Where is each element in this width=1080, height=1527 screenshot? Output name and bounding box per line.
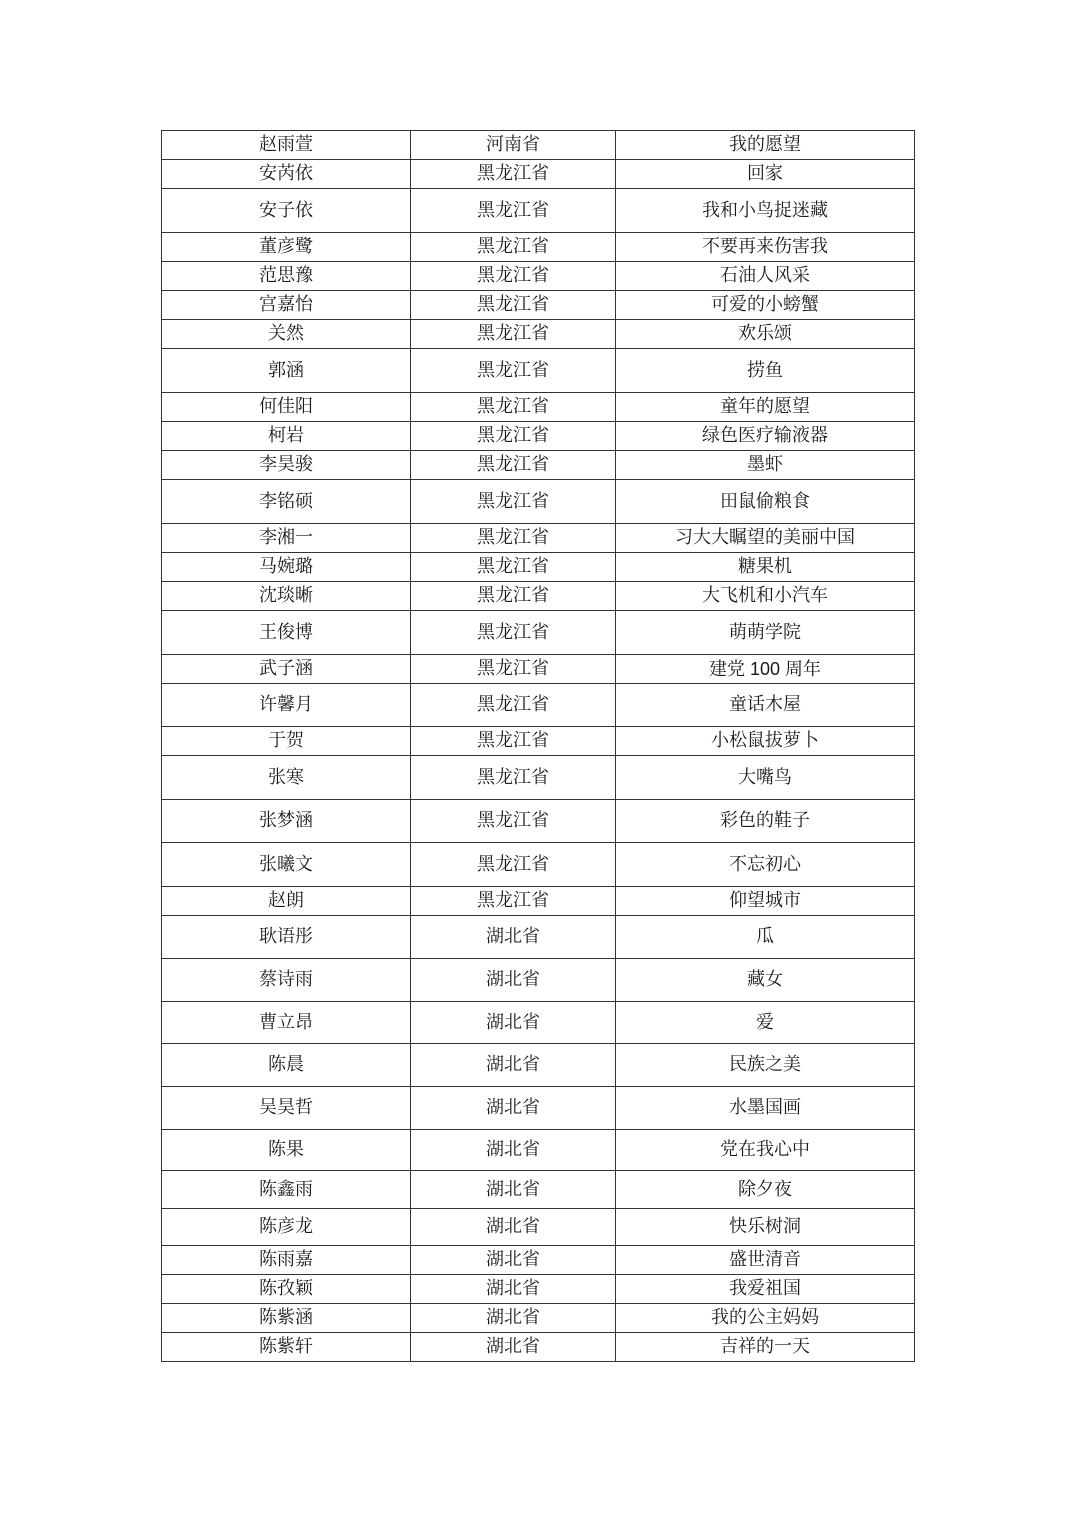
work-title-cell: 小松鼠拔萝卜 <box>616 727 915 756</box>
province-cell: 湖北省 <box>411 1130 616 1171</box>
province-cell: 黑龙江省 <box>411 262 616 291</box>
table-row <box>162 582 915 611</box>
table-row <box>162 320 915 349</box>
province-cell: 湖北省 <box>411 1246 616 1275</box>
name-cell: 陈孜颖 <box>162 1275 411 1304</box>
name-cell: 李昊骏 <box>162 451 411 480</box>
name-cell: 曹立昂 <box>162 1002 411 1044</box>
table-row <box>162 959 915 1002</box>
work-title-cell: 习大大瞩望的美丽中国 <box>616 524 915 553</box>
table-row <box>162 1275 915 1304</box>
work-title-cell: 绿色医疗输液器 <box>616 422 915 451</box>
work-title-cell: 回家 <box>616 160 915 189</box>
province-cell: 黑龙江省 <box>411 684 616 727</box>
province-cell: 黑龙江省 <box>411 553 616 582</box>
name-cell: 陈晨 <box>162 1044 411 1087</box>
name-cell: 关然 <box>162 320 411 349</box>
table-row <box>162 1087 915 1130</box>
province-cell: 黑龙江省 <box>411 655 616 684</box>
province-cell: 湖北省 <box>411 1171 616 1209</box>
table-row <box>162 131 915 160</box>
table-row <box>162 800 915 843</box>
table-row <box>162 1304 915 1333</box>
table-row <box>162 655 915 684</box>
work-title-cell: 童话木屋 <box>616 684 915 727</box>
work-title-cell: 萌萌学院 <box>616 611 915 655</box>
name-cell: 蔡诗雨 <box>162 959 411 1002</box>
table-row <box>162 1246 915 1275</box>
name-cell: 赵朗 <box>162 887 411 916</box>
province-cell: 黑龙江省 <box>411 582 616 611</box>
province-cell: 河南省 <box>411 131 616 160</box>
table-row <box>162 233 915 262</box>
name-cell: 李湘一 <box>162 524 411 553</box>
province-cell: 湖北省 <box>411 959 616 1002</box>
name-cell: 沈琰晰 <box>162 582 411 611</box>
name-cell: 范思豫 <box>162 262 411 291</box>
work-title-cell: 我爱祖国 <box>616 1275 915 1304</box>
table-row <box>162 189 915 233</box>
province-cell: 湖北省 <box>411 1087 616 1130</box>
name-cell: 武子涵 <box>162 655 411 684</box>
work-title-cell: 捞鱼 <box>616 349 915 393</box>
name-cell: 董彦鹭 <box>162 233 411 262</box>
work-title-cell: 不要再来伤害我 <box>616 233 915 262</box>
name-cell: 陈紫涵 <box>162 1304 411 1333</box>
table-row <box>162 843 915 887</box>
work-title-cell: 我和小鸟捉迷藏 <box>616 189 915 233</box>
province-cell: 黑龙江省 <box>411 189 616 233</box>
table-row <box>162 1171 915 1209</box>
province-cell: 湖北省 <box>411 1209 616 1246</box>
table-row <box>162 524 915 553</box>
name-cell: 张曦文 <box>162 843 411 887</box>
name-cell: 柯岩 <box>162 422 411 451</box>
province-cell: 湖北省 <box>411 916 616 959</box>
province-cell: 黑龙江省 <box>411 451 616 480</box>
work-title-cell: 除夕夜 <box>616 1171 915 1209</box>
name-cell: 郭涵 <box>162 349 411 393</box>
work-title-cell: 仰望城市 <box>616 887 915 916</box>
work-title-cell: 我的公主妈妈 <box>616 1304 915 1333</box>
name-cell: 许馨月 <box>162 684 411 727</box>
table-row <box>162 291 915 320</box>
work-title-cell: 墨虾 <box>616 451 915 480</box>
table-row <box>162 451 915 480</box>
table-row <box>162 480 915 524</box>
name-cell: 陈果 <box>162 1130 411 1171</box>
table-row <box>162 1002 915 1044</box>
province-cell: 湖北省 <box>411 1002 616 1044</box>
work-title-cell: 瓜 <box>616 916 915 959</box>
table-row <box>162 160 915 189</box>
province-cell: 黑龙江省 <box>411 756 616 800</box>
name-cell: 安子依 <box>162 189 411 233</box>
name-cell: 马婉璐 <box>162 553 411 582</box>
work-title-cell: 欢乐颂 <box>616 320 915 349</box>
table-row <box>162 1333 915 1362</box>
table-row <box>162 1130 915 1171</box>
table-row <box>162 553 915 582</box>
name-cell: 王俊博 <box>162 611 411 655</box>
province-cell: 黑龙江省 <box>411 843 616 887</box>
name-cell: 张梦涵 <box>162 800 411 843</box>
table-row <box>162 756 915 800</box>
table-row <box>162 422 915 451</box>
work-title-cell: 大飞机和小汽车 <box>616 582 915 611</box>
work-title-cell: 爱 <box>616 1002 915 1044</box>
table-row <box>162 887 915 916</box>
province-cell: 黑龙江省 <box>411 349 616 393</box>
work-title-cell: 盛世清音 <box>616 1246 915 1275</box>
province-cell: 黑龙江省 <box>411 727 616 756</box>
work-title-cell: 不忘初心 <box>616 843 915 887</box>
name-cell: 何佳阳 <box>162 393 411 422</box>
name-cell: 安芮依 <box>162 160 411 189</box>
work-title-cell: 大嘴鸟 <box>616 756 915 800</box>
name-cell: 宫嘉怡 <box>162 291 411 320</box>
province-cell: 黑龙江省 <box>411 233 616 262</box>
name-cell: 陈鑫雨 <box>162 1171 411 1209</box>
work-title-cell: 快乐树洞 <box>616 1209 915 1246</box>
awards-table-body <box>162 131 915 1362</box>
province-cell: 黑龙江省 <box>411 422 616 451</box>
province-cell: 湖北省 <box>411 1275 616 1304</box>
table-row <box>162 684 915 727</box>
province-cell: 黑龙江省 <box>411 611 616 655</box>
name-cell: 陈紫轩 <box>162 1333 411 1362</box>
work-title-cell: 建党 100 周年 <box>616 655 915 684</box>
table-row <box>162 1209 915 1246</box>
province-cell: 黑龙江省 <box>411 291 616 320</box>
province-cell: 湖北省 <box>411 1333 616 1362</box>
work-title-cell: 童年的愿望 <box>616 393 915 422</box>
work-title-cell: 我的愿望 <box>616 131 915 160</box>
province-cell: 黑龙江省 <box>411 480 616 524</box>
name-cell: 于贺 <box>162 727 411 756</box>
name-cell: 张寒 <box>162 756 411 800</box>
province-cell: 黑龙江省 <box>411 887 616 916</box>
work-title-cell: 石油人风采 <box>616 262 915 291</box>
table-row <box>162 611 915 655</box>
work-title-cell: 糖果机 <box>616 553 915 582</box>
province-cell: 黑龙江省 <box>411 524 616 553</box>
awards-table <box>161 130 915 1362</box>
work-title-cell: 吉祥的一天 <box>616 1333 915 1362</box>
province-cell: 黑龙江省 <box>411 800 616 843</box>
work-title-cell: 水墨国画 <box>616 1087 915 1130</box>
province-cell: 黑龙江省 <box>411 393 616 422</box>
work-title-cell: 彩色的鞋子 <box>616 800 915 843</box>
work-title-cell: 藏女 <box>616 959 915 1002</box>
work-title-cell: 党在我心中 <box>616 1130 915 1171</box>
province-cell: 湖北省 <box>411 1044 616 1087</box>
province-cell: 湖北省 <box>411 1304 616 1333</box>
province-cell: 黑龙江省 <box>411 320 616 349</box>
name-cell: 陈彦龙 <box>162 1209 411 1246</box>
name-cell: 李铭硕 <box>162 480 411 524</box>
name-cell: 陈雨嘉 <box>162 1246 411 1275</box>
work-title-cell: 民族之美 <box>616 1044 915 1087</box>
table-row <box>162 262 915 291</box>
name-cell: 耿语彤 <box>162 916 411 959</box>
table-row <box>162 1044 915 1087</box>
table-row <box>162 349 915 393</box>
work-title-cell: 可爱的小螃蟹 <box>616 291 915 320</box>
work-title-cell: 田鼠偷粮食 <box>616 480 915 524</box>
name-cell: 吴昊哲 <box>162 1087 411 1130</box>
name-cell: 赵雨萱 <box>162 131 411 160</box>
table-row <box>162 916 915 959</box>
table-row <box>162 393 915 422</box>
province-cell: 黑龙江省 <box>411 160 616 189</box>
table-row <box>162 727 915 756</box>
